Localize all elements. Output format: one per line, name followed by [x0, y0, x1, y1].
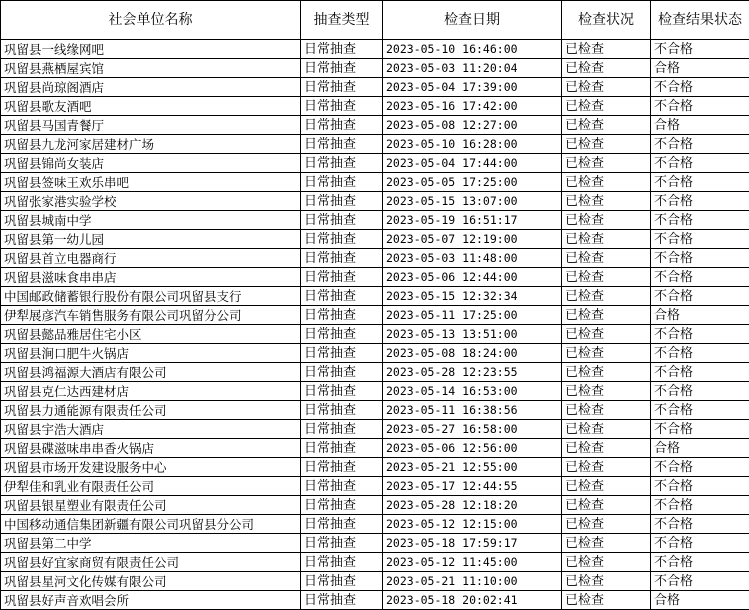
unit-name-cell[interactable]: 中国移动通信集团新疆有限公司巩留县分公司 [1, 515, 301, 534]
result-status-cell[interactable]: 不合格 [651, 173, 749, 192]
result-status-cell[interactable]: 不合格 [651, 287, 749, 306]
table-row [1, 173, 749, 192]
result-status-cell[interactable]: 不合格 [651, 40, 749, 59]
table-row [1, 553, 749, 572]
unit-name-cell[interactable]: 巩留县克仁达西建材店 [1, 382, 301, 401]
result-status-cell[interactable]: 不合格 [651, 325, 749, 344]
inspection-type-cell[interactable]: 日常抽查 [301, 306, 383, 325]
inspection-status-cell[interactable]: 已检查 [562, 439, 651, 458]
inspection-date-cell[interactable]: 2023-05-06 12:56:00 [383, 439, 562, 458]
inspection-type-cell[interactable]: 日常抽查 [301, 439, 383, 458]
inspection-date-cell[interactable]: 2023-05-05 17:25:00 [383, 173, 562, 192]
result-status-cell[interactable]: 不合格 [651, 553, 749, 572]
result-status-cell[interactable]: 不合格 [651, 477, 749, 496]
table-row [1, 515, 749, 534]
inspection-type-cell[interactable]: 日常抽查 [301, 325, 383, 344]
result-status-cell[interactable]: 不合格 [651, 192, 749, 211]
table-row [1, 211, 749, 230]
inspection-type-cell[interactable]: 日常抽查 [301, 420, 383, 439]
table-row [1, 230, 749, 249]
inspection-date-cell[interactable]: 2023-05-04 17:39:00 [383, 78, 562, 97]
unit-name-cell[interactable]: 巩留县歌友酒吧 [1, 97, 301, 116]
inspection-status-cell[interactable]: 已检查 [562, 306, 651, 325]
inspection-date-cell[interactable]: 2023-05-14 16:53:00 [383, 382, 562, 401]
table-row [1, 401, 749, 420]
inspection-status-cell[interactable]: 已检查 [562, 363, 651, 382]
table-row [1, 534, 749, 553]
inspection-status-cell[interactable]: 已检查 [562, 97, 651, 116]
unit-name-cell[interactable]: 巩留县力通能源有限责任公司 [1, 401, 301, 420]
unit-name-cell[interactable]: 巩留县好声音欢唱会所 [1, 591, 301, 610]
inspection-status-cell[interactable]: 已检查 [562, 344, 651, 363]
unit-name-cell[interactable]: 巩留县锦尚女装店 [1, 154, 301, 173]
inspection-type-cell[interactable]: 日常抽查 [301, 154, 383, 173]
header-row [1, 1, 749, 40]
inspection-type-cell[interactable]: 日常抽查 [301, 59, 383, 78]
inspection-status-cell[interactable]: 已检查 [562, 268, 651, 287]
inspection-status-cell[interactable]: 已检查 [562, 287, 651, 306]
unit-name-cell[interactable]: 巩留县懿品雅居住宅小区 [1, 325, 301, 344]
result-status-cell[interactable]: 不合格 [651, 211, 749, 230]
result-status-cell[interactable]: 合格 [651, 439, 749, 458]
table-row [1, 477, 749, 496]
unit-name-cell[interactable]: 巩留县九龙河家居建材广场 [1, 135, 301, 154]
inspection-type-cell[interactable]: 日常抽查 [301, 382, 383, 401]
inspection-date-cell[interactable]: 2023-05-28 12:23:55 [383, 363, 562, 382]
inspection-date-cell[interactable]: 2023-05-10 16:28:00 [383, 135, 562, 154]
inspection-date-cell[interactable]: 2023-05-18 17:59:17 [383, 534, 562, 553]
result-status-cell[interactable]: 不合格 [651, 97, 749, 116]
inspection-status-cell[interactable]: 已检查 [562, 325, 651, 344]
result-status-cell[interactable]: 不合格 [651, 154, 749, 173]
inspection-type-cell[interactable]: 日常抽查 [301, 591, 383, 610]
inspection-date-cell[interactable]: 2023-05-17 12:44:55 [383, 477, 562, 496]
inspection-status-cell[interactable]: 已检查 [562, 78, 651, 97]
inspection-type-cell[interactable]: 日常抽查 [301, 97, 383, 116]
header-inspection-status[interactable]: 检查状况 [562, 1, 651, 40]
inspection-status-cell[interactable]: 已检查 [562, 477, 651, 496]
inspection-date-cell[interactable]: 2023-05-08 12:27:00 [383, 116, 562, 135]
inspection-status-cell[interactable]: 已检查 [562, 591, 651, 610]
unit-name-cell[interactable]: 巩留县涧口肥牛火锅店 [1, 344, 301, 363]
unit-name-cell[interactable]: 巩留县第二中学 [1, 534, 301, 553]
inspection-type-cell[interactable]: 日常抽查 [301, 515, 383, 534]
inspection-type-cell[interactable]: 日常抽查 [301, 287, 383, 306]
unit-name-cell[interactable]: 巩留县城南中学 [1, 211, 301, 230]
table-row [1, 287, 749, 306]
inspection-date-cell[interactable]: 2023-05-19 16:51:17 [383, 211, 562, 230]
inspection-status-cell[interactable]: 已检查 [562, 211, 651, 230]
result-status-cell[interactable]: 合格 [651, 591, 749, 610]
header-result-status[interactable]: 检查结果状态 [651, 1, 749, 40]
table-row [1, 591, 749, 610]
inspection-date-cell[interactable]: 2023-05-11 16:38:56 [383, 401, 562, 420]
result-status-cell[interactable]: 不合格 [651, 458, 749, 477]
result-status-cell[interactable]: 合格 [651, 306, 749, 325]
header-inspection-type[interactable]: 抽查类型 [301, 1, 383, 40]
result-status-cell[interactable]: 不合格 [651, 382, 749, 401]
table-row [1, 154, 749, 173]
inspection-status-cell[interactable]: 已检查 [562, 572, 651, 591]
inspection-status-cell[interactable]: 已检查 [562, 154, 651, 173]
result-status-cell[interactable]: 不合格 [651, 572, 749, 591]
inspection-status-cell[interactable]: 已检查 [562, 173, 651, 192]
inspection-status-cell[interactable]: 已检查 [562, 420, 651, 439]
unit-name-cell[interactable]: 中国邮政储蓄银行股份有限公司巩留县支行 [1, 287, 301, 306]
table-row [1, 439, 749, 458]
inspection-status-cell[interactable]: 已检查 [562, 534, 651, 553]
inspection-type-cell[interactable]: 日常抽查 [301, 192, 383, 211]
inspection-status-cell[interactable]: 已检查 [562, 496, 651, 515]
unit-name-cell[interactable]: 巩留县碟滋味串串香火锅店 [1, 439, 301, 458]
table-row [1, 192, 749, 211]
result-status-cell[interactable]: 不合格 [651, 230, 749, 249]
unit-name-cell[interactable]: 巩留县滋味食串串店 [1, 268, 301, 287]
table-row [1, 496, 749, 515]
table-row [1, 249, 749, 268]
result-status-cell[interactable]: 合格 [651, 59, 749, 78]
inspection-type-cell[interactable]: 日常抽查 [301, 477, 383, 496]
inspection-type-cell[interactable]: 日常抽查 [301, 78, 383, 97]
result-status-cell[interactable]: 合格 [651, 116, 749, 135]
inspection-type-cell[interactable]: 日常抽查 [301, 249, 383, 268]
inspection-date-cell[interactable]: 2023-05-12 11:45:00 [383, 553, 562, 572]
inspection-date-cell[interactable]: 2023-05-03 11:48:00 [383, 249, 562, 268]
inspection-date-cell[interactable]: 2023-05-08 18:24:00 [383, 344, 562, 363]
inspection-type-cell[interactable]: 日常抽查 [301, 230, 383, 249]
table-row [1, 116, 749, 135]
inspection-date-cell[interactable]: 2023-05-04 17:44:00 [383, 154, 562, 173]
inspection-date-cell[interactable]: 2023-05-21 11:10:00 [383, 572, 562, 591]
table-row [1, 363, 749, 382]
table-row [1, 59, 749, 78]
table-row [1, 572, 749, 591]
result-status-cell[interactable]: 不合格 [651, 401, 749, 420]
table-row [1, 135, 749, 154]
result-status-cell[interactable]: 不合格 [651, 420, 749, 439]
inspection-date-cell[interactable]: 2023-05-13 13:51:00 [383, 325, 562, 344]
table-row [1, 40, 749, 59]
inspection-status-cell[interactable]: 已检查 [562, 192, 651, 211]
unit-name-cell[interactable]: 巩留县星河文化传媒有限公司 [1, 572, 301, 591]
inspection-type-cell[interactable]: 日常抽查 [301, 401, 383, 420]
result-status-cell[interactable]: 不合格 [651, 268, 749, 287]
unit-name-cell[interactable]: 巩留县鸿福源大酒店有限公司 [1, 363, 301, 382]
inspection-type-cell[interactable]: 日常抽查 [301, 496, 383, 515]
inspection-type-cell[interactable]: 日常抽查 [301, 135, 383, 154]
table-row [1, 325, 749, 344]
table-row [1, 420, 749, 439]
unit-name-cell[interactable]: 巩留县一线缘网吧 [1, 40, 301, 59]
result-status-cell[interactable]: 不合格 [651, 534, 749, 553]
result-status-cell[interactable]: 不合格 [651, 135, 749, 154]
inspection-status-cell[interactable]: 已检查 [562, 40, 651, 59]
table-row [1, 268, 749, 287]
inspection-status-cell[interactable]: 已检查 [562, 230, 651, 249]
inspection-type-cell[interactable]: 日常抽查 [301, 268, 383, 287]
inspection-status-cell[interactable]: 已检查 [562, 135, 651, 154]
unit-name-cell[interactable]: 巩留县尚琼阁酒店 [1, 78, 301, 97]
inspection-date-cell[interactable]: 2023-05-15 13:07:00 [383, 192, 562, 211]
result-status-cell[interactable]: 不合格 [651, 78, 749, 97]
inspection-date-cell[interactable]: 2023-05-03 11:20:04 [383, 59, 562, 78]
inspection-status-cell[interactable]: 已检查 [562, 116, 651, 135]
inspection-status-cell[interactable]: 已检查 [562, 401, 651, 420]
unit-name-cell[interactable]: 巩留县宇浩大酒店 [1, 420, 301, 439]
inspection-type-cell[interactable]: 日常抽查 [301, 116, 383, 135]
unit-name-cell[interactable]: 巩留县签味王欢乐串吧 [1, 173, 301, 192]
header-unit-name[interactable]: 社会单位名称 [1, 1, 301, 40]
result-status-cell[interactable]: 不合格 [651, 344, 749, 363]
table-row [1, 344, 749, 363]
table-row [1, 382, 749, 401]
result-status-cell[interactable]: 不合格 [651, 363, 749, 382]
inspection-type-cell[interactable]: 日常抽查 [301, 211, 383, 230]
inspection-type-cell[interactable]: 日常抽查 [301, 173, 383, 192]
unit-name-cell[interactable]: 巩留县首立电器商行 [1, 249, 301, 268]
result-status-cell[interactable]: 不合格 [651, 515, 749, 534]
unit-name-cell[interactable]: 伊犁展彦汽车销售服务有限公司巩留分公司 [1, 306, 301, 325]
inspection-type-cell[interactable]: 日常抽查 [301, 363, 383, 382]
inspection-status-cell[interactable]: 已检查 [562, 249, 651, 268]
unit-name-cell[interactable]: 巩留张家港实验学校 [1, 192, 301, 211]
inspection-date-cell[interactable]: 2023-05-06 12:44:00 [383, 268, 562, 287]
unit-name-cell[interactable]: 巩留县第一幼儿园 [1, 230, 301, 249]
inspection-date-cell[interactable]: 2023-05-16 17:42:00 [383, 97, 562, 116]
unit-name-cell[interactable]: 巩留县好宜家商贸有限责任公司 [1, 553, 301, 572]
inspection-date-cell[interactable]: 2023-05-15 12:32:34 [383, 287, 562, 306]
table-row [1, 78, 749, 97]
inspection-date-cell[interactable]: 2023-05-27 16:58:00 [383, 420, 562, 439]
inspection-type-cell[interactable]: 日常抽查 [301, 344, 383, 363]
inspection-type-cell[interactable]: 日常抽查 [301, 572, 383, 591]
inspection-type-cell[interactable]: 日常抽查 [301, 534, 383, 553]
unit-name-cell[interactable]: 巩留县银星塑业有限责任公司 [1, 496, 301, 515]
inspection-type-cell[interactable]: 日常抽查 [301, 40, 383, 59]
inspection-date-cell[interactable]: 2023-05-10 16:46:00 [383, 40, 562, 59]
result-status-cell[interactable]: 不合格 [651, 496, 749, 515]
inspection-date-cell[interactable]: 2023-05-28 12:18:20 [383, 496, 562, 515]
inspection-date-cell[interactable]: 2023-05-21 12:55:00 [383, 458, 562, 477]
unit-name-cell[interactable]: 巩留县马国青餐厅 [1, 116, 301, 135]
inspection-type-cell[interactable]: 日常抽查 [301, 458, 383, 477]
inspection-type-cell[interactable]: 日常抽查 [301, 553, 383, 572]
inspection-date-cell[interactable]: 2023-05-12 12:15:00 [383, 515, 562, 534]
inspection-status-cell[interactable]: 已检查 [562, 458, 651, 477]
table-row [1, 97, 749, 116]
inspection-date-cell[interactable]: 2023-05-18 20:02:41 [383, 591, 562, 610]
inspection-status-cell[interactable]: 已检查 [562, 59, 651, 78]
inspection-date-cell[interactable]: 2023-05-11 17:25:00 [383, 306, 562, 325]
unit-name-cell[interactable]: 伊犁佳和乳业有限责任公司 [1, 477, 301, 496]
unit-name-cell[interactable]: 巩留县市场开发建设服务中心 [1, 458, 301, 477]
header-inspection-date[interactable]: 检查日期 [383, 1, 562, 40]
inspection-status-cell[interactable]: 已检查 [562, 382, 651, 401]
unit-name-cell[interactable]: 巩留县燕栖屋宾馆 [1, 59, 301, 78]
inspection-status-cell[interactable]: 已检查 [562, 515, 651, 534]
result-status-cell[interactable]: 不合格 [651, 249, 749, 268]
inspection-date-cell[interactable]: 2023-05-07 12:19:00 [383, 230, 562, 249]
table-row [1, 306, 749, 325]
table-row [1, 458, 749, 477]
inspection-status-cell[interactable]: 已检查 [562, 553, 651, 572]
